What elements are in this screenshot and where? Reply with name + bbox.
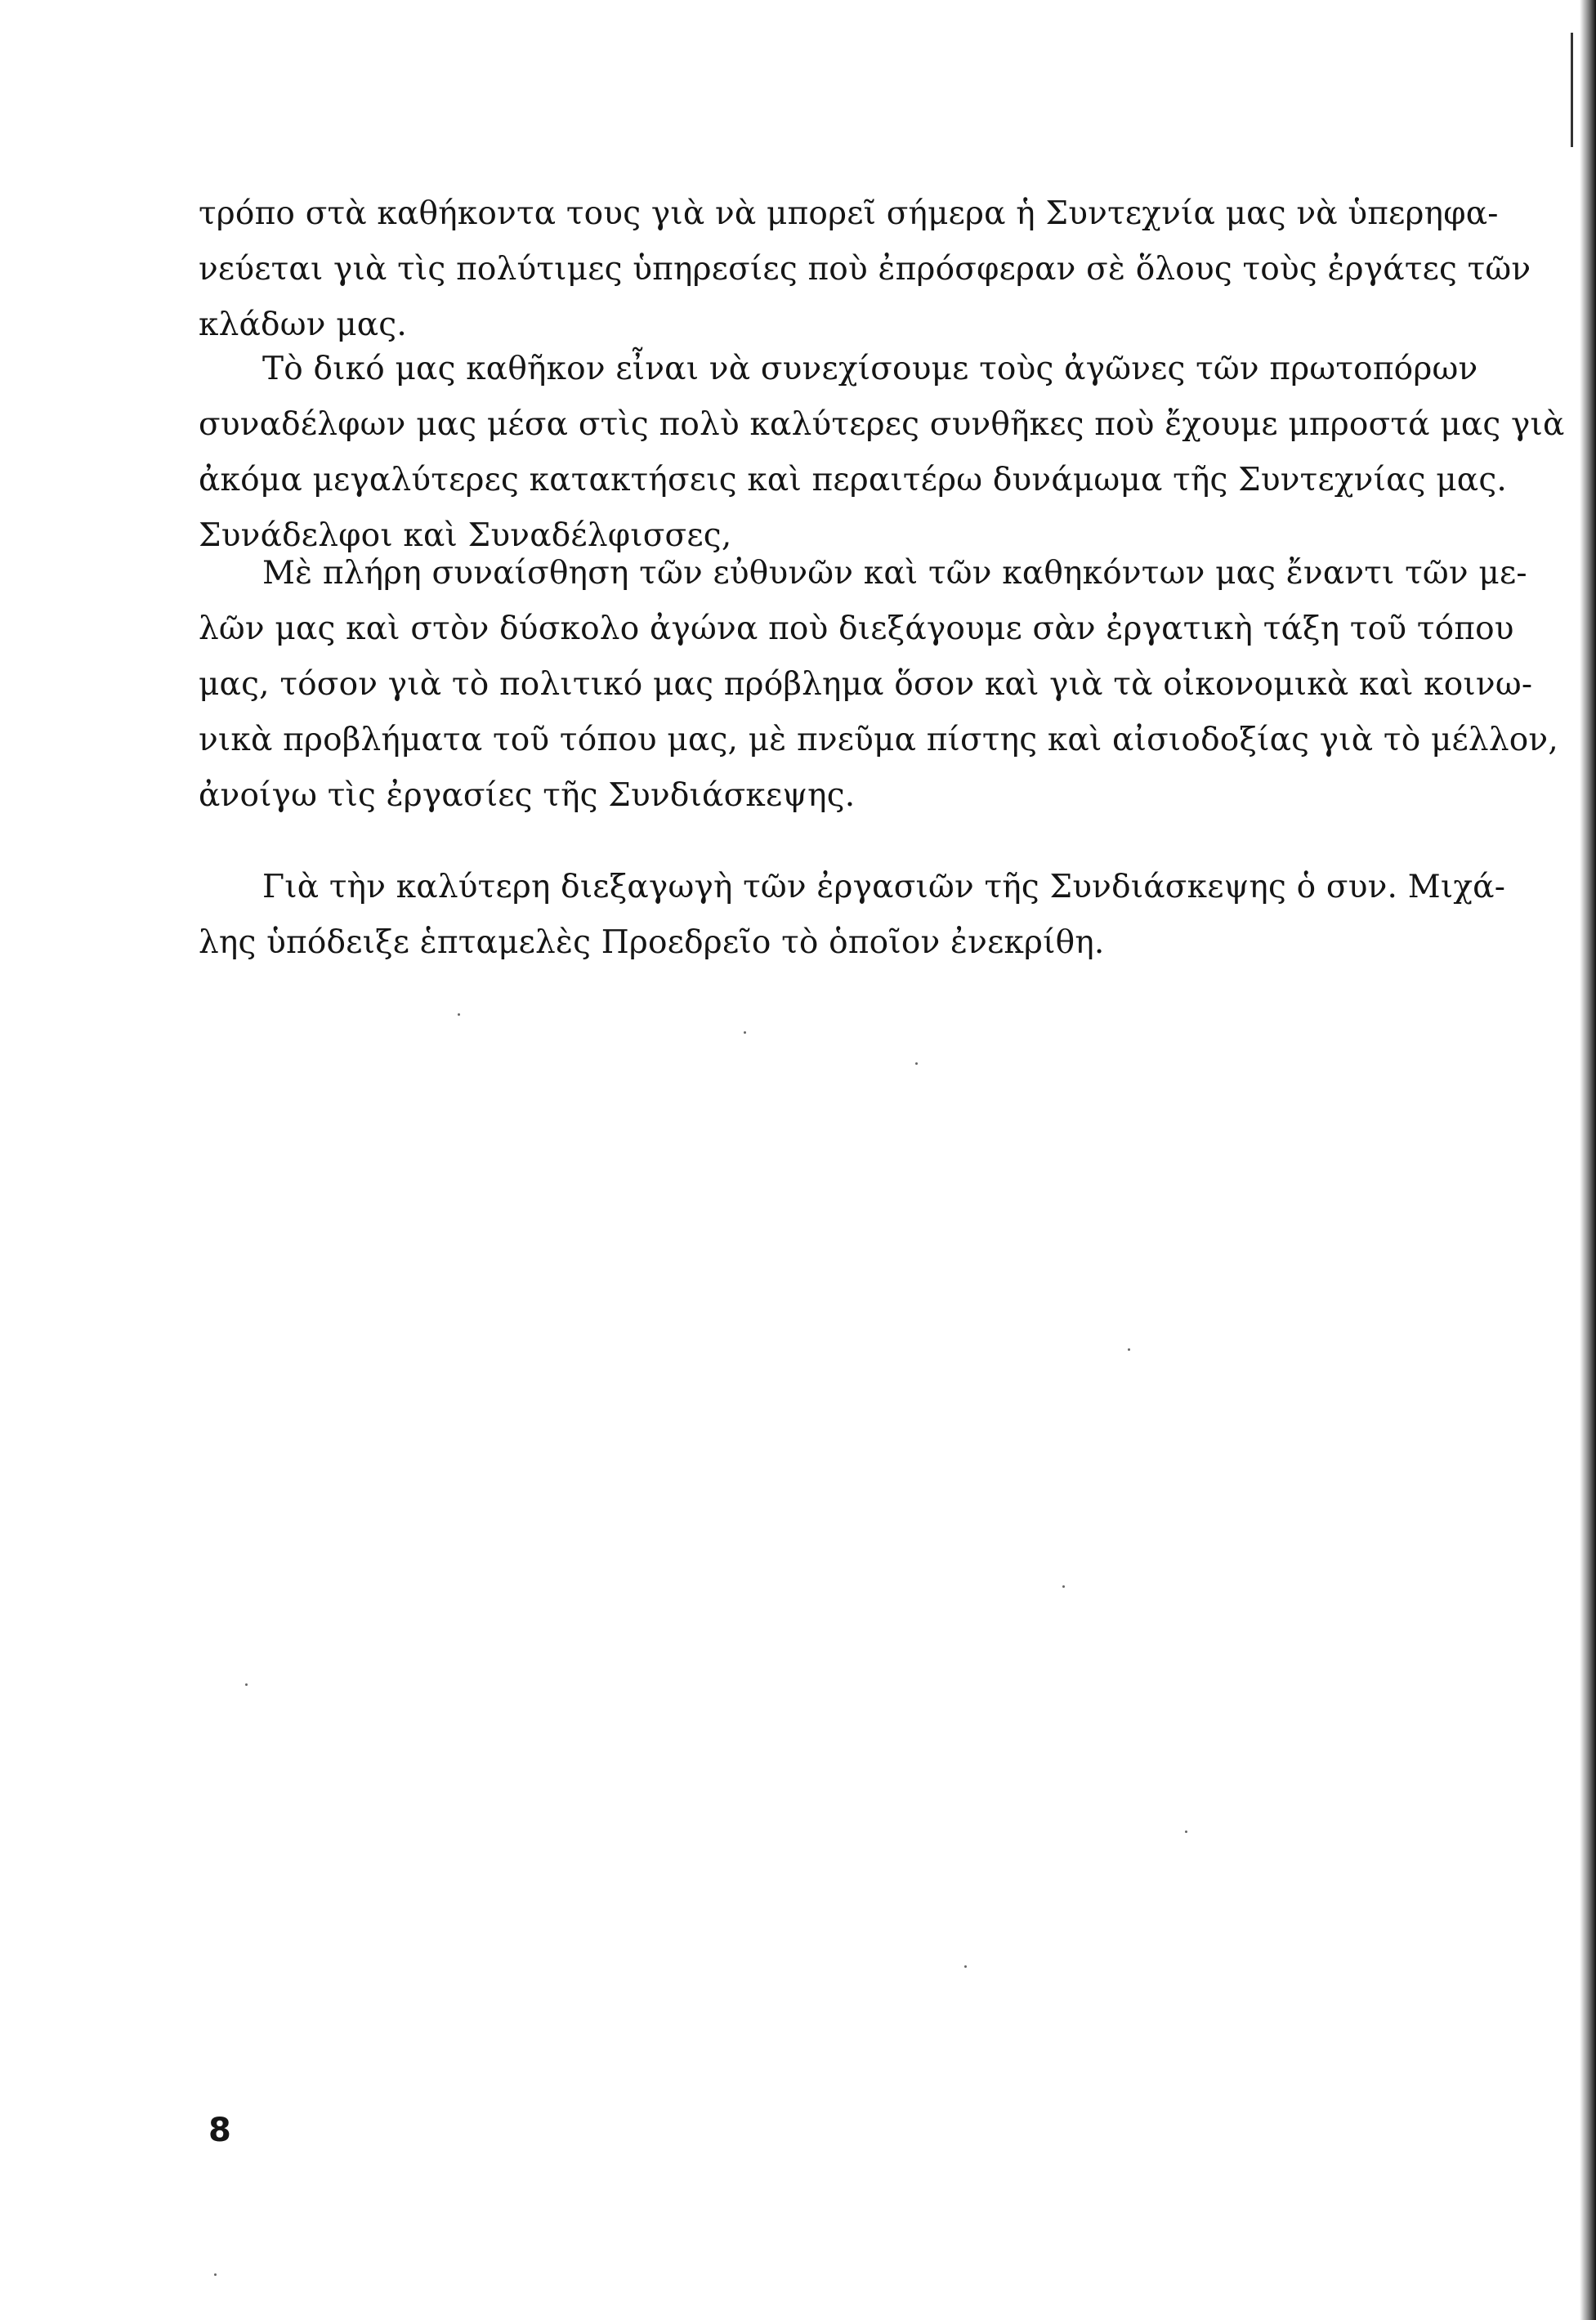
text-line: Μὲ πλήρη συναίσθηση τῶν εὐθυνῶν καὶ τῶν καθηκόντων μας ἔναντι τῶν με- [262, 555, 1527, 592]
scan-speck [1185, 1831, 1187, 1833]
scan-speck [1062, 1585, 1065, 1588]
scan-speck [214, 2273, 217, 2276]
text-line: νεύεται γιὰ τὶς πολύτιμες ὑπηρεσίες ποὺ ἐπρόσφεραν σὲ ὅλους τοὺς ἐργάτες τῶν [199, 251, 1531, 288]
scan-speck [744, 1031, 746, 1034]
text-line: Τὸ δικό μας καθῆκον εἶναι νὰ συνεχίσουμε τοὺς ἀγῶνες τῶν πρωτοπόρων [262, 351, 1478, 387]
text-line: λῶν μας καὶ στὸν δύσκολο ἀγώνα ποὺ διεξάγουμε σὰν ἐργατικὴ τάξη τοῦ τόπου [199, 610, 1514, 647]
text-line: λης ὑπόδειξε ἑπταμελὲς Προεδρεῖο τὸ ὁποῖον ἐνεκρίθη. [199, 924, 1105, 961]
scan-speck [245, 1683, 248, 1686]
paragraph-1 [199, 186, 1531, 353]
scan-edge-shadow [1580, 0, 1596, 2320]
text-line: κλάδων μας. [199, 306, 407, 343]
scan-speck [915, 1062, 918, 1065]
page-number: 8 [208, 2112, 231, 2149]
scan-speck [964, 1965, 967, 1968]
paragraph-2 [199, 342, 1565, 564]
text-line: μας, τόσον γιὰ τὸ πολιτικό μας πρόβλημα ὅσον καὶ γιὰ τὰ οἰκονομικὰ καὶ κοινω- [199, 666, 1533, 703]
text-line: συναδέλφων μας μέσα στὶς πολὺ καλύτερες συνθῆκες ποὺ ἔχουμε μπροστά μας γιὰ [199, 406, 1565, 443]
text-line: ἀνοίγω τὶς ἐργασίες τῆς Συνδιάσκεψης. [199, 777, 856, 814]
paragraph-3 [199, 546, 1558, 824]
scan-speck [1128, 1348, 1130, 1351]
salutation: Συνάδελφοι καὶ Συναδέλφισσες, [199, 517, 732, 554]
scan-edge-mark [1566, 33, 1573, 147]
text-line: Γιὰ τὴν καλύτερη διεξαγωγὴ τῶν ἐργασιῶν τῆς Συνδιάσκεψης ὁ συν. Μιχά- [262, 869, 1506, 905]
text-line: νικὰ προβλήματα τοῦ τόπου μας, μὲ πνεῦμα πίστης καὶ αἰσιοδοξίας γιὰ τὸ μέλλον, [199, 722, 1558, 758]
text-line: ἀκόμα μεγαλύτερες κατακτήσεις καὶ περαιτέρω δυνάμωμα τῆς Συντεχνίας μας. [199, 462, 1507, 498]
scan-speck [458, 1013, 460, 1016]
paragraph-4 [199, 860, 1506, 971]
text-line: τρόπο στὰ καθήκοντα τους γιὰ νὰ μπορεῖ σήμερα ἡ Συντεχνία μας νὰ ὑπερηφα- [199, 195, 1499, 232]
